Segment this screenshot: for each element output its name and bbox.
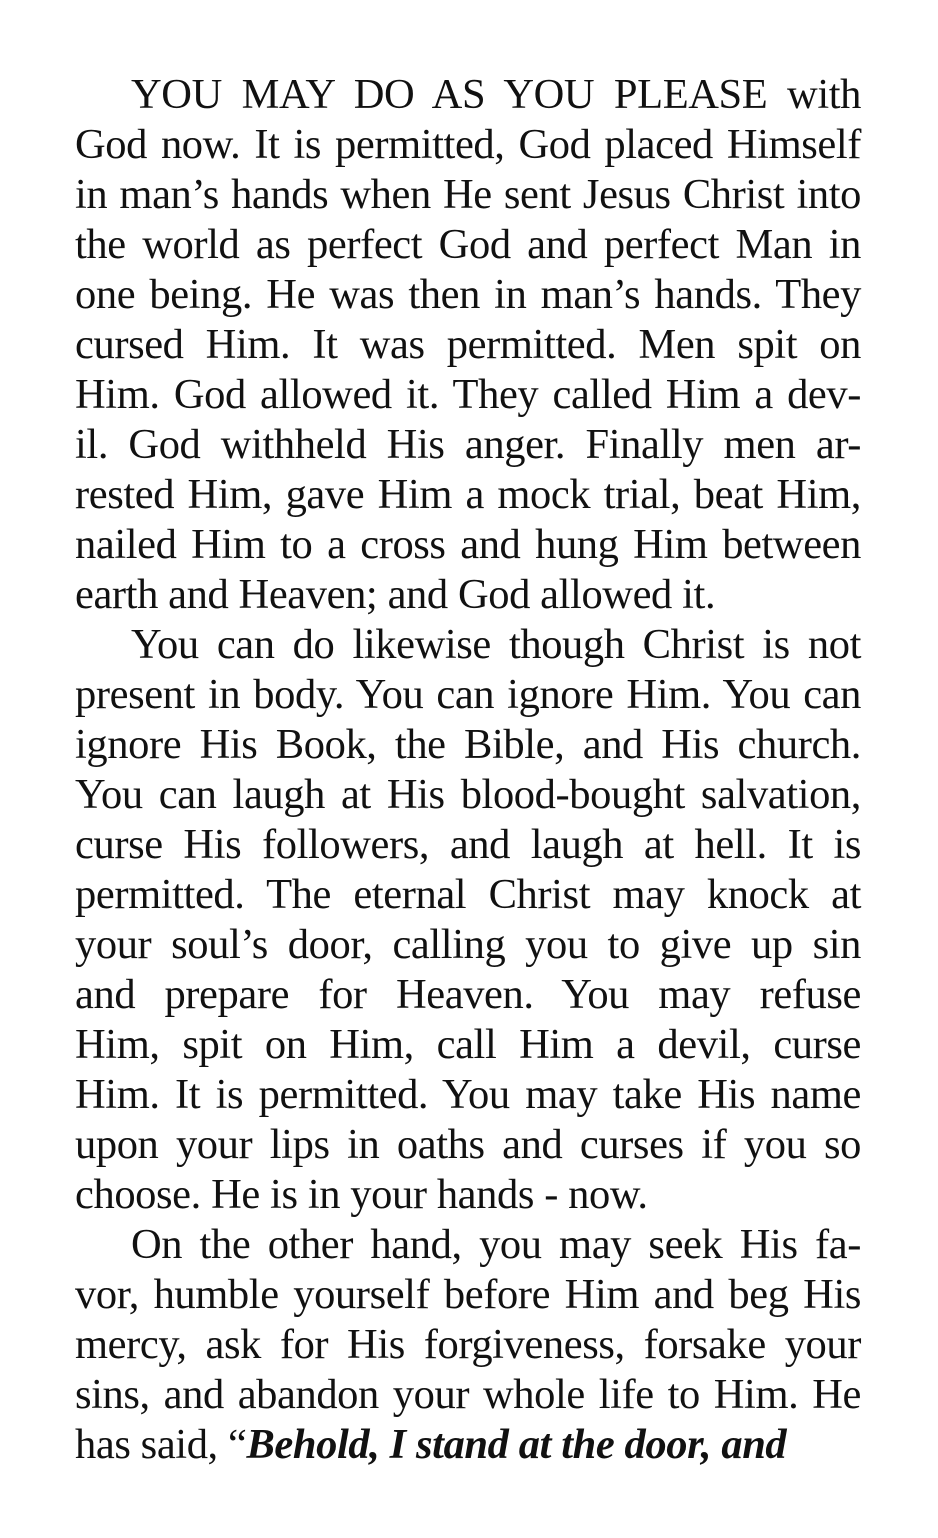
text-line: nailed Him to a cross and hung Him between xyxy=(75,521,861,568)
text-line: earth and Heaven; and God allowed it. xyxy=(75,571,716,618)
text-line: and prepare for Heaven. You may refuse xyxy=(75,971,861,1018)
text-line: present in body. You can ignore Him. You can xyxy=(75,671,861,718)
text-line: curse His followers, and laugh at hell. It is xyxy=(75,821,861,868)
text-line: Him. It is permitted. You may take His name xyxy=(75,1071,861,1118)
text-line: On the other hand, you may seek His fa- xyxy=(131,1221,861,1268)
text-line: YOU MAY DO AS YOU PLEASE with xyxy=(131,71,861,118)
text-line: You can do likewise though Christ is not xyxy=(131,621,861,668)
text-line: vor, humble yourself before Him and beg His xyxy=(75,1271,861,1318)
text-line: ignore His Book, the Bible, and His church. xyxy=(75,721,861,768)
text-line xyxy=(75,1420,861,1470)
paragraph-1 xyxy=(75,70,861,620)
scripture-quote: Behold, I stand at the door, and xyxy=(246,1421,787,1468)
text-line: mercy, ask for His forgiveness, forsake your xyxy=(75,1321,861,1368)
text-line: cursed Him. It was permitted. Men spit on xyxy=(75,321,861,368)
text-line: permitted. The eternal Christ may knock at xyxy=(75,871,861,918)
paragraph-3 xyxy=(75,1220,861,1470)
text-line: Him. God allowed it. They called Him a dev- xyxy=(75,371,861,418)
text-line: upon your lips in oaths and curses if you so xyxy=(75,1121,861,1168)
paragraph-2 xyxy=(75,620,861,1220)
text-line: You can laugh at His blood-bought salvation, xyxy=(75,771,861,818)
text-line: Him, spit on Him, call Him a devil, curse xyxy=(75,1021,861,1068)
text-line: your soul’s door, calling you to give up sin xyxy=(75,921,861,968)
text-line: sins, and abandon your whole life to Him. He xyxy=(75,1371,861,1418)
text-line: rested Him, gave Him a mock trial, beat Him, xyxy=(75,471,861,518)
text-line: one being. He was then in man’s hands. They xyxy=(75,271,861,318)
document-page xyxy=(75,70,861,1470)
text-line: il. God withheld His anger. Finally men ar- xyxy=(75,421,861,468)
final-line-plain-text: has said, “ xyxy=(75,1421,247,1468)
text-line: in man’s hands when He sent Jesus Christ into xyxy=(75,171,861,218)
text-line: the world as perfect God and perfect Man in xyxy=(75,221,861,268)
text-line: God now. It is permitted, God placed Himself xyxy=(75,121,861,168)
text-line: choose. He is in your hands - now. xyxy=(75,1171,648,1218)
